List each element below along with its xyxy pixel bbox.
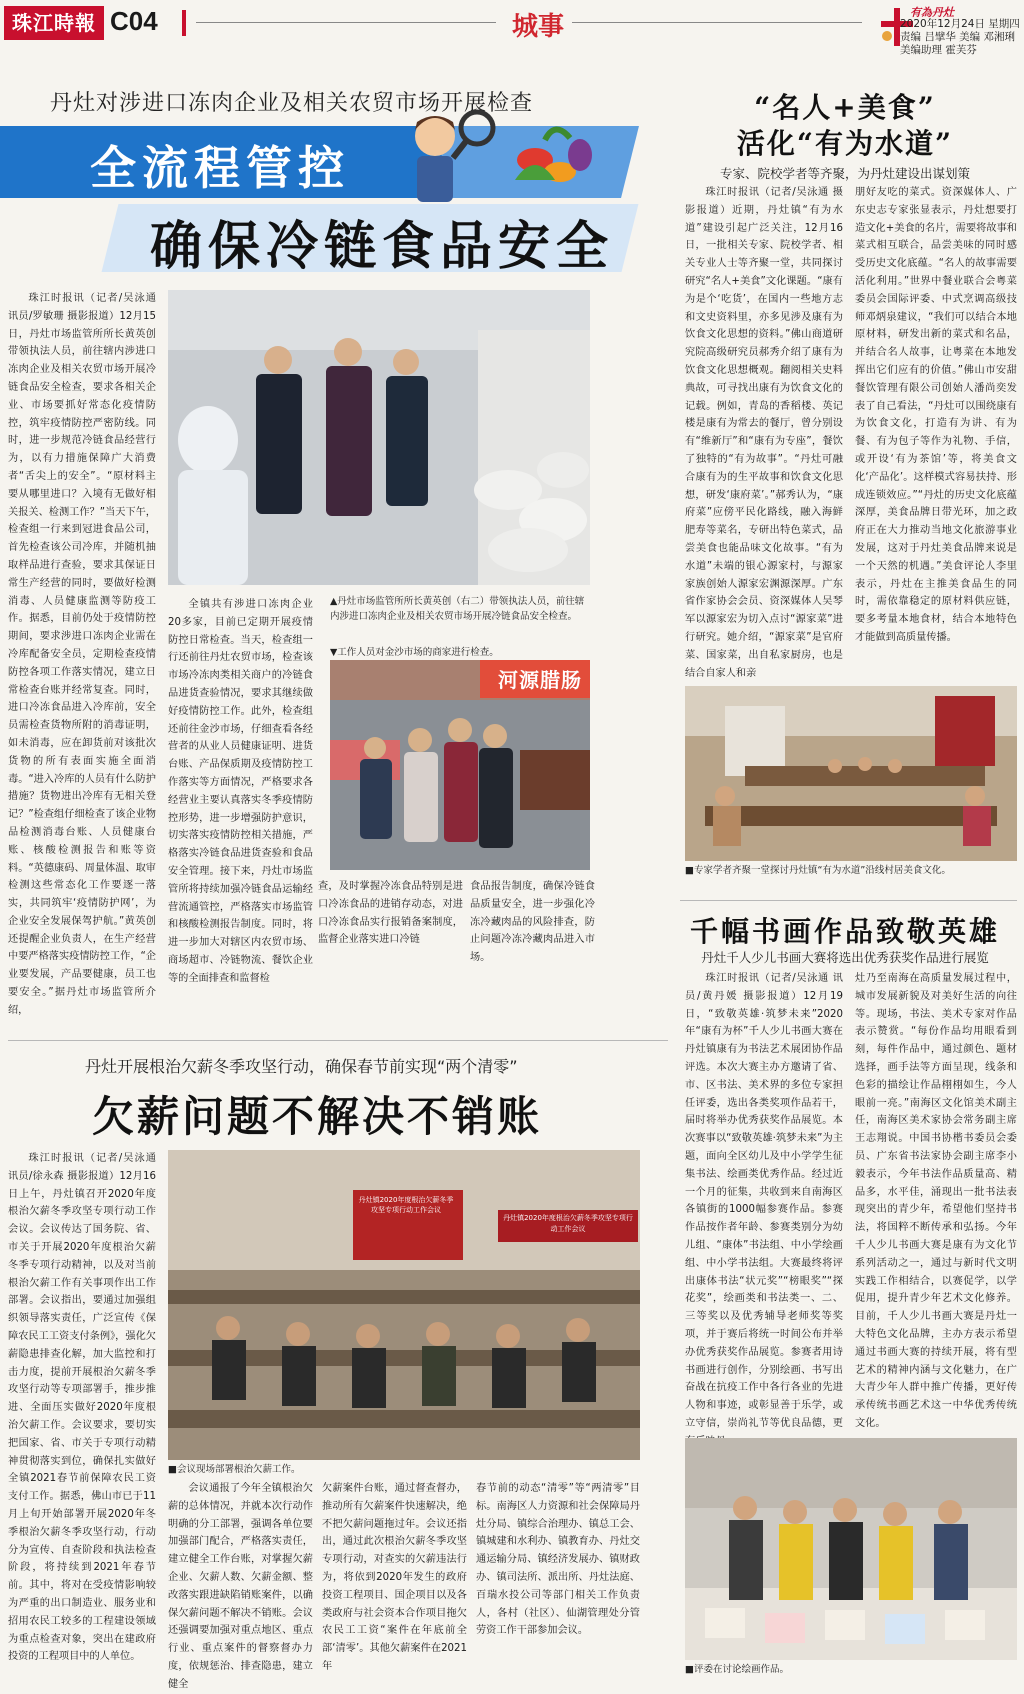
conference-banner: 丹灶镇2020年度根治欠薪冬季攻坚专项行动工作会议 [503, 1214, 633, 1233]
story3-column-1 [685, 970, 843, 1429]
page-number: C04 [110, 6, 158, 36]
masthead-rule-right [572, 22, 862, 23]
story1-column-1-text: 珠江时报讯（记者/吴泳通 讯员/罗敏珊 摄影报道）12月15日，丹灶市场监管所所长黄英创带领执法人员，前往辖内涉进口冻肉企业及相关农贸市场开展冷链食品安全检查，要求各相关企业、市场要抓好常态化疫情防控，筑牢疫情防控严密防线。同时，进一步规范冷链食品经营行为，以有力措施保障广大消费者“舌尖上的安全”。“原材料主要从哪里进口？入境有无做好相关报关、检测工作？”当天下午，检查组一行来到冠进食品公司，首先检查该公司冷库，并随机抽取样品进行查验，要求其保证日常生产经营的同时，要做好检测消毒、人员健康监测等防疫工作。据悉，目前仍处于疫情防控期间，要求涉进口冻肉企业需在冷库配备安全员，定期检查疫情防控各项工作落实情况，建立日常检查台账并经常复查。同时，进口冷冻食品进入冷库前，安全员需检查货物所附的消毒证明，如未消毒，应在卸货前对该批次货物的所有表面实施全面消毒。“进入冷库的人员有什么防护措施？货物进出冷库有无相关登记？”检查组仔细检查了该企业物品检测消毒台账、人员健康台账、核酸检测报告和账等资料。“英德康码、周量体温、取审检测这些常态化工作要逐一落实，共同筑牢‘疫情防护网’，为企业安全发展保驾护航。”黄英创还提醒企业负责人，在生产经营中要严格落实疫情防控工作，“企业要发展，产品要健康，员工也要安全。”据丹灶市场监管所介绍， [8, 293, 156, 1016]
editors-line-1: 责编 吕擘华 美编 邓湘琍 [900, 31, 1016, 43]
story4-column-2-text: 会议通报了今年全镇根治欠薪的总体情况，并就本次行动作明确的分工部署，强调各单位要加强部门配合，严格落实责任，建立健全工作台账，对掌握欠薪企业、欠薪人数、欠薪金额、整改落实跟进缺陷销账案件，以确保欠薪问题不解决不销账。会议还强调要加强对重点地区、重点行业、重点案件的督察督办力度，依规惩治、排查隐患，建立健全 [168, 1483, 313, 1690]
masthead-meta [900, 18, 1024, 57]
inspector-cartoon-illustration [395, 100, 605, 210]
issue-date: 2020年12月24日 星期四 [900, 18, 1020, 30]
editors-line-2: 美编助理 霍芙芬 [900, 44, 977, 56]
story1-column-1 [8, 290, 156, 1016]
story4-column-3 [322, 1480, 467, 1672]
story2-subhead: 专家、院校学者等齐聚，为丹灶建设出谋划策 [719, 166, 970, 181]
story4-column-3-text: 欠薪案件台账，通过督查督办，推动所有欠薪案件快速解决，绝不把欠薪问题拖过年。会议还指出，通过此次根治欠薪冬季攻坚专项行动，对查实的欠薪违法行为，将依到2020年发生的政府投资工程项目、国企项目以及各类政府与社会资本合作项目拖欠农民工工资“案件在年底前全部‘清零’。其他欠薪案件在2021年 [322, 1483, 467, 1672]
story4-column-2 [168, 1480, 313, 1690]
story1-column-2-text: 全镇共有涉进口冻肉企业20多家，目前已定期开展疫情防控日常检查。当天，检查组一行还前往丹灶农贸市场，检查该市场冷冻肉类相关商户的冷链食品进货查验情况，要求其继续做好疫情防控工作。此外，检查组还前往金沙市场，仔细查看各经营者的从业人员健康证明、进货台账、产品保质期及疫情防控工作落实等方面情况，严格要求各经营业主要认真落实冬季疫情防控形势，进一步增强防护意识，切实落实疫情防控相关措施，严格落实冷链食品进货查验和食品安全管理。接下来，丹灶市场监管所将持续加强冷链食品运输经营流通管控，严格落实市场监管和核酸检测报告制度。同时，将进一步加大对辖区内农贸市场、商场超市、冷链物流、餐饮企业等的全面排查和监督检 [168, 599, 313, 984]
story4-kicker: 丹灶开展根治欠薪冬季攻坚行动，确保春节前实现“两个清零” [85, 1057, 518, 1076]
story2-column-2-text: 朋好友吃的菜式。资深媒体人、广东史志专家张显表示，丹灶想要打造文化+美食的名片，需要将故事和菜式相互联合，品尝美味的同时感受历史文化底蕴。“名人的故事需要活化利用。”世界中餐业联合会粤菜委员会国际评委、中式烹调高级技师邓炳泉建议，“我们可以结合本地原材料，研发出新的菜式和名品，并结合名人故事，让粤菜在本地发挥出它们应有的价值。”佛山市安甜餐饮管理有限公司创始人潘尚奕发表了自己看法，“丹灶可以围绕康有为饮食文化，打造有为讲、有为餐、有为包子等作为礼物、手信，或开设‘有为茶馆’等，将美食文化‘产品化’。这样模式容易扶持、形成连锁效应。”“丹灶的历史文化底蕴深厚，美食品牌日带光环，加之政府正在大力推动当地文化旅游事业发展，这对于丹灶美食品牌来说是一个天然的机遇。”美食评论人李里表示，丹灶在主推美食品生的同时，需依靠稳定的原材料供应链，要多考量本地食材，结合本地特色才能做到高质量传播。 [855, 187, 1017, 643]
story2-headline-line-1: “名人+美食” [754, 91, 936, 124]
story2-column-2 [855, 184, 1017, 674]
masthead-divider [182, 10, 186, 36]
story1-column-4-text: 食品报告制度，确保冷链食品质量安全，进一步强化冷冻冷藏肉品的风险排查，防止问题冷冻冷藏肉品进入市场。 [470, 881, 595, 964]
story1-kicker: 丹灶对涉进口冻肉企业及相关农贸市场开展检查 [50, 91, 534, 116]
newspaper-logo: 珠江時報 [4, 6, 104, 40]
story2-column-1-text: 珠江时报讯（记者/吴泳通 摄影报道）近期，丹灶镇“有为水道”建设引起广泛关注，12月16日，一批相关专家、院校学者、相关专业人士等齐聚一堂，共同探讨研究“名人+美食”文化课题。“康有为是个‘吃货’，在国内一些地方志和文史资料里，亦多见涉及康有为饮食文化思想的资料。”佛山商道研究院高级研究员郝秀介绍了康有为饮食文化思想概观。翻阅相关史料典故，可寻找出康有为饮食文化的记载。例如，青岛的香稻楼、英记楼是康有为常去的餐厅，曾分别设有“维新厅”和“康有为专座”，餐饮了独特的“有为故事”。“丹灶可融合康有为的生平故事和饮食文化思想，研发‘康府菜’。”郝秀认为，“康府菜”应傍平民化路线，融入海鲜肥寿等菜名，专研出特色菜式，品尝美食也能品味文化故事。“有为水道”未端的银心源家村，与源家家族创始人源家宏渊源深厚。广东省作家协会会员、资深媒体人吴琴军以源家宏为切入点讨“源家菜”进行研究。她介绍，“源家菜”是官府菜、国家菜，出自私家厨房，也是结合自家人和亲 [685, 187, 843, 679]
story3-subhead: 丹灶千人少儿书画大赛将选出优秀获奖作品进行展览 [701, 950, 989, 965]
story1-photo-caption-2: ▼工作人员对金沙市场的商家进行检查。 [330, 647, 499, 658]
story2-column-1 [685, 184, 843, 679]
story1-headline-bottom: 确保冷链食品安全 [150, 216, 615, 277]
story3-top-rule [680, 900, 1017, 901]
market-shop-sign: 河源腊肠 [498, 668, 582, 692]
story1-photo-inspection [168, 290, 590, 585]
projector-screen-title: 丹灶镇2020年度根治欠薪冬季攻坚专项行动工作会议 [358, 1196, 454, 1214]
story3-photo-caption: ■评委在讨论绘画作品。 [685, 1664, 789, 1675]
story1-column-3 [318, 878, 463, 946]
story4-column-1-text: 珠江时报讯（记者/吴泳通 讯员/徐永森 摄影报道）12月16日上午，丹灶镇召开2020年度根治欠薪冬季攻坚专项行动工作会议。会议传达了国务院、省、市关于开展2020年度根治欠薪冬季专项行动精神，以及对当前根治欠薪工作有关事项作出工作部署。会议指出，要通过加强组织领导落实责任，广泛宣传《保障农民工工资支付条例》，强化欠薪隐患排查化解，加大监控和打击力度，提前开展根治欠薪冬季攻坚行动等专项部署手，推步推进、全面压实做好2020年度根治欠薪工作。会议要求，要切实把国家、省、市关于专项行动精神贯彻落实到位，确保扎实做好全镇2021春节前保障农民工资支付工作。据悉，佛山市已于11月上旬开始部署开展2020年冬季根治欠薪冬季攻坚行动，行动分为宣传、自查阶段和执法检查阶段，将持续到2021年春节前。其中，将对在受疫情影响较为严重的出口制造业、服务业和招用农民工较多的工程建设领域为重点检查对象，突出在建政府投资的工程项目中的人单位。 [8, 1153, 156, 1663]
story4-column-4 [476, 1480, 640, 1672]
story1-column-2 [168, 596, 313, 984]
story4-headline: 欠薪问题不解决不销账 [92, 1092, 543, 1141]
story3-photo-judging [685, 1438, 1017, 1660]
story4-column-1 [8, 1150, 156, 1672]
story2-headline-line-2: 活化“有为水道” [736, 127, 954, 160]
story3-column-1-text: 珠江时报讯（记者/吴泳通 讯员/黄丹媛 摄影报道）12月19日，“致敬英雄·筑梦未来”2020年“康有为杯”千人少儿书画大赛在丹灶镇康有为书法艺术展团协作品评选。本次大赛主办方邀请了省、市、区书法、美术界的多位专家担任评委，选出各类奖项作品若干，届时将举办优秀获奖作品展览。本次赛事以“致敬英雄·筑梦未来”为主题，面向全区幼儿及中小学学生征集书法、绘画类优秀作品。经过近一个月的征集，共收到来自南海区各镇街的1000幅参赛作品。参赛作品按作者年龄、参赛类别分为幼儿组、“康体”书法组、中小学绘画组、中小学书法组。大赛最终将评出康体书法“状元奖”“榜眼奖”“探花奖”，绘画类和书法类一、二、三等奖以及优秀辅导老师奖等奖项，并于赛后将统一时间公布并举办优秀获奖作品展览。参赛者用诗书画进行创作，分别绘画、书写出奋战在抗疫工作中各行各业的先进人物和事迹，或彰显善于乐学，或立守信，崇尚礼节等优良品德，更 [685, 973, 843, 1429]
story1-headline-top: 全流程管控 [90, 141, 350, 195]
story1-column-4 [470, 878, 595, 964]
story2-photo-meeting [685, 686, 1017, 861]
story3-column-2-text: 灶乃至南海在高质量发展过程中，城市发展新貌及对美好生活的向往等。现场，书法、美术专家对作品表示赞赏。“每份作品均用眼看到刻，每件作品中，通过颜色、题材选择，画手法等方面呈现，线条和色彩的描绘让作品栩栩如生，今人眼前一亮。”南海区文化馆美术副主任，南海区美术家协会常务副主席王志翔说。中国书协楷书委员会委员、广东省书法家协会副主席李小毅表示，今年书法作品质量高、精品多，水平佳，涌现出一批书法表现突出的青少年，希望他们坚持书法，将国粹不断传承和弘扬。今年千人少儿书画大赛是康有为文化节系列活动之一，通过与新时代文明实践工作相结合，以赛促学，以学促用，提升青少年艺术文化修养。目前，千人少儿书画大赛是丹灶一大特色文化品牌，主办方表示希望通过书画大赛的持续开展，将有型艺术的精神内涵与文化魅力，在广大青少年人群中推广传播，更好传承传统书画艺术这一中华优秀传统文化。 [855, 973, 1017, 1429]
masthead-rule-left [196, 22, 496, 23]
story2-photo-caption: ■专家学者齐聚一堂探讨丹灶镇“有为水道”沿线村居美食文化。 [685, 865, 951, 876]
story3-column-2 [855, 970, 1017, 1429]
section-title: 城事 [512, 12, 565, 42]
story4-top-rule [8, 1040, 668, 1041]
story1-column-3-text: 查，及时掌握冷冻食品特别是进口冷冻食品的进销存动态，对进口冷冻食品实行报销备案制度，监督企业落实进口冷链 [318, 881, 463, 946]
story4-photo-caption: ■会议现场部署根治欠薪工作。 [168, 1464, 301, 1475]
story3-headline: 千幅书画作品致敬英雄 [689, 915, 1000, 948]
story4-column-4-text: 春节前的动态“清零”等“两清零”目标。南海区人力资源和社会保障局丹灶分局、镇综合治理办、镇总工会、镇城建和水利办、镇教育办、丹灶交通运输分局、镇经济发展办、镇财政办、镇司法所、派出所、丹灶法庭、百瑞水投公司等部门相关工作负责人，各村（社区）、仙湖管理处分管劳资工作干部参加会议。 [476, 1483, 640, 1637]
story1-photo-caption-1: ▲丹灶市场监管所所长黄英创（右二）带领执法人员，前往辖内涉进口冻肉企业及相关农贸市场开展冷链食品安全检查。 [330, 596, 585, 622]
brand-tagline: 有為丹灶 [910, 6, 954, 19]
